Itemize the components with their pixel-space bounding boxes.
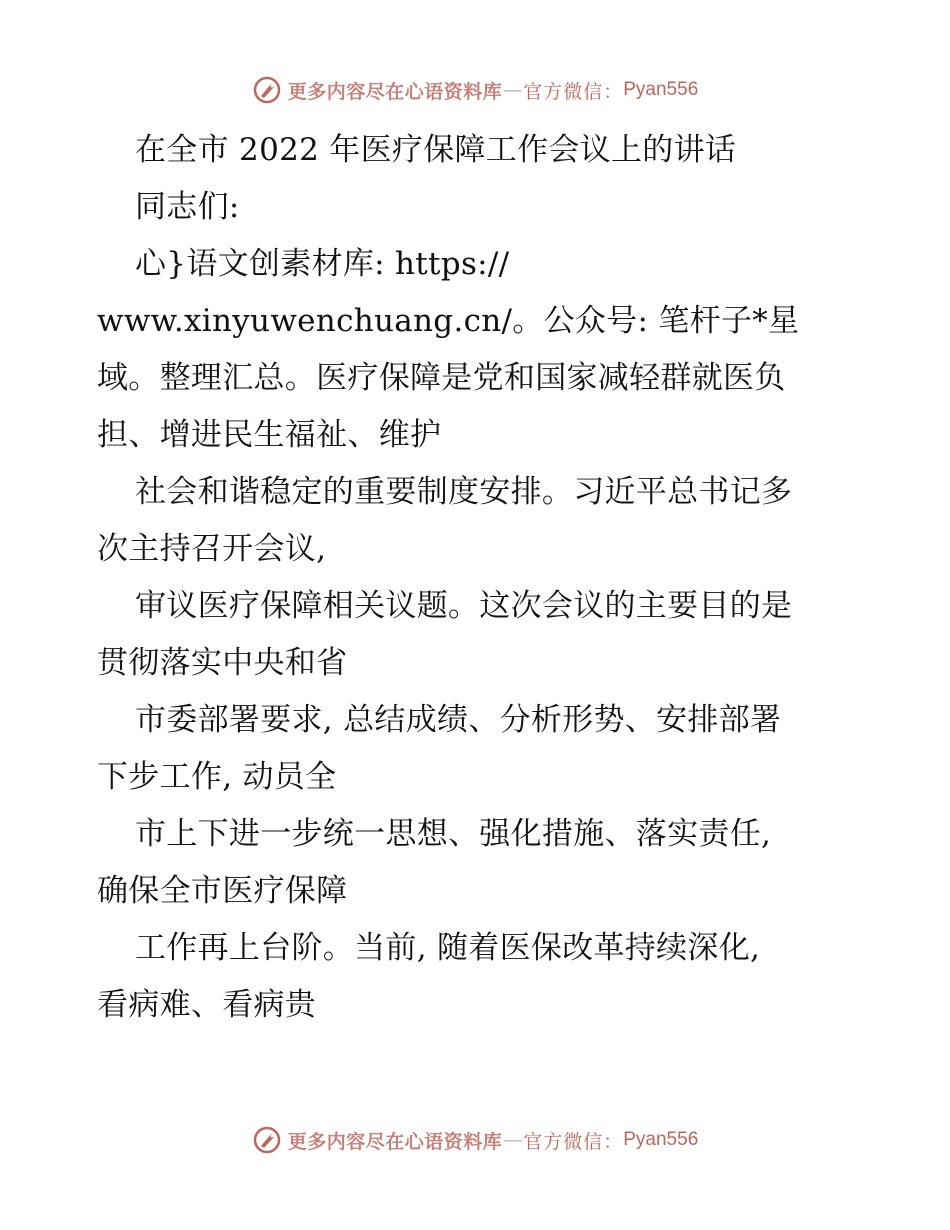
banner-brand: 更多内容尽在心语资料库 (287, 80, 503, 103)
text-line: 确保全市医疗保障 (97, 873, 348, 909)
text-line: 贯彻落实中央和省 (97, 645, 348, 681)
banner-wechat-id: Pyan556 (623, 79, 699, 100)
text-line: 市委部署要求, 总结成绩、分析形势、安排部署 (135, 702, 782, 738)
pen-nib-logo-icon (252, 75, 282, 105)
text-line: 市上下进一步统一思想、强化措施、落实责任, (135, 816, 772, 852)
text-line: www.xinyuwenchuang.cn/。公众号: 笔杆子*星 (97, 303, 800, 339)
banner-dash: — (503, 79, 523, 101)
footer-wechat-label: 官方微信： (523, 1130, 624, 1153)
document-title: 在全市 2022 年医疗保障工作会议上的讲话 (135, 132, 737, 168)
header-banner (0, 70, 950, 110)
footer-banner (0, 1120, 950, 1160)
footer-brand: 更多内容尽在心语资料库 (287, 1130, 503, 1153)
text-line: 下步工作, 动员全 (97, 759, 337, 795)
salutation: 同志们: (135, 189, 240, 225)
text-line: 域。整理汇总。医疗保障是党和国家减轻群就医负 (97, 360, 786, 396)
text-line: 社会和谐稳定的重要制度安排。习近平总书记多 (135, 474, 793, 510)
text-line: 担、增进民生福祉、维护 (97, 417, 442, 453)
footer-wechat-id: Pyan556 (623, 1129, 699, 1150)
text-line: 工作再上台阶。当前, 随着医保改革持续深化, (135, 930, 761, 966)
text-line: 审议医疗保障相关议题。这次会议的主要目的是 (135, 588, 793, 624)
pen-nib-logo-icon (252, 1125, 282, 1155)
footer-dash: — (503, 1129, 523, 1151)
text-line: 次主持召开会议, (97, 531, 327, 567)
text-line: 看病难、看病贵 (97, 987, 317, 1023)
document-body (97, 122, 857, 1034)
banner-wechat-label: 官方微信： (523, 80, 624, 103)
text-line: 心}语文创素材库: https:// (135, 246, 510, 282)
